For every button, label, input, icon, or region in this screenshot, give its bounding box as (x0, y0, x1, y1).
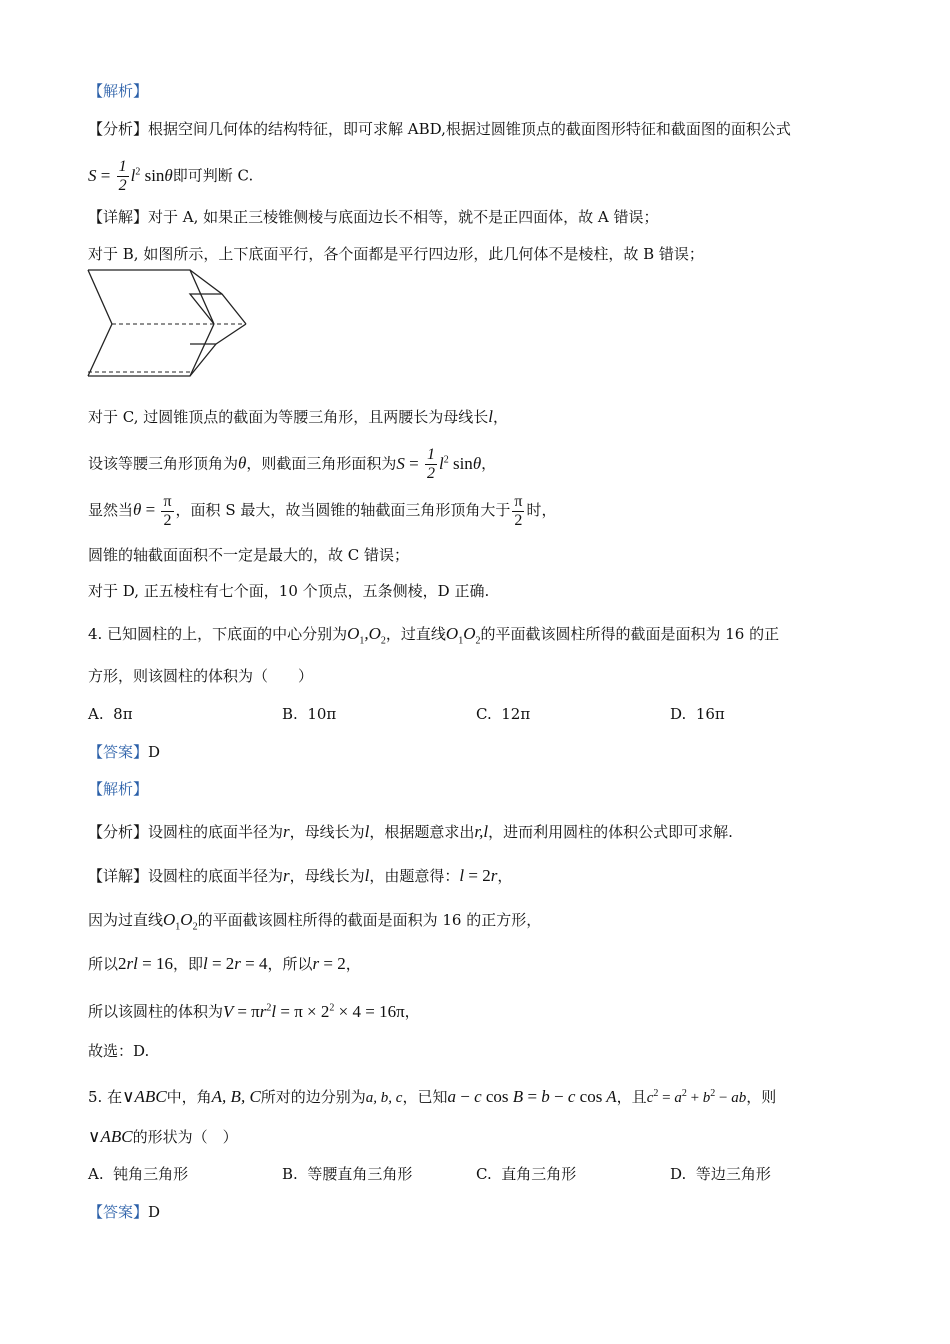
q5-option-c[interactable]: C. 直角三角形 (476, 1165, 577, 1183)
figure-edge (88, 270, 246, 324)
section-jiexi-label: 【解析】 (88, 82, 149, 100)
q5-answer-line: 【答案】D (88, 1203, 161, 1221)
analysis-text: 根据空间几何体的结构特征，即可求解 ABD,根据过圆锥顶点的截面图形特征和截面图的面积公式 (148, 120, 791, 138)
q5-stem-line2: ∨ABC的形状为（ ） (88, 1127, 238, 1146)
detail-line-c4: 圆锥的轴截面面积不一定是最大的，故 C 错误； (88, 546, 410, 564)
q5-option-a[interactable]: A. 钝角三角形 (88, 1165, 189, 1183)
prism-figure (86, 268, 250, 394)
q4-detail-line2: 因为过直线$O_1O_2$的平面截该圆柱所得的截面是面积为 16 的正方形， (88, 910, 542, 933)
analysis-line (88, 117, 890, 141)
q5-option-d[interactable]: D. 等边三角形 (670, 1165, 771, 1183)
q4-detail-line3: 所以2rl = 16，即l = 2r = 4，所以r = 2， (88, 954, 361, 973)
detail-line-d: 对于 D, 正五棱柱有七个面，10 个顶点，五条侧棱，D 正确. (88, 582, 490, 600)
analysis-tag: 【分析】 (88, 120, 149, 138)
q4-stem-line1: 4. 已知圆柱的上，下底面的中心分别为$O_1,O_2$，过直线$O_1O_2$的平面截该圆柱所得的截面是面积为 16 的正 (88, 624, 780, 647)
detail-line-c3: 显然当θ = $\frac{\pi}{2}$ ，面积 S 最大，故当圆锥的轴截面三角形顶角大于 $\frac{\pi}{2}$ 时， (88, 492, 557, 529)
q4-option-a[interactable]: A. 8π (88, 705, 133, 723)
detail-line-c1: 对于 C, 过圆锥顶点的截面为等腰三角形，且两腰长为母线长l， (88, 407, 508, 426)
q4-analysis-line: 【分析】设圆柱的底面半径为r，母线长为l，根据题意求出r,l，进而利用圆柱的体积公式即可求解. (88, 822, 733, 841)
q4-detail-line1: 【详解】设圆柱的底面半径为r，母线长为l，由题意得：l = 2r， (88, 866, 513, 885)
detail-tag: 【详解】 (88, 208, 149, 226)
formula-suffix: 即可判断 C. (172, 166, 254, 185)
detail-line-a: 【详解】对于 A, 如果正三棱锥侧棱与底面边长不相等，就不是正四面体，故 A 错误； (88, 208, 659, 226)
area-formula-line (88, 150, 890, 198)
q5-option-b[interactable]: B. 等腰直角三角形 (282, 1165, 413, 1183)
q4-detail-line4: 所以该圆柱的体积为$V = \pi r^2l = \pi \times 2^2 \times 4 = 16\pi$， (88, 1001, 420, 1021)
area-formula: S = $\frac{1}{2}$ $l^2$ sinθ (88, 158, 173, 195)
q4-option-c[interactable]: C. 12π (476, 705, 531, 723)
q4-choose-line: 故选：D. (88, 1042, 150, 1060)
q4-jiexi-label: 【解析】 (88, 780, 149, 798)
q4-option-b[interactable]: B. 10π (282, 705, 337, 723)
q4-stem-line2: 方形，则该圆柱的体积为（ ） (88, 667, 314, 685)
detail-line-c2: 设该等腰三角形顶角为θ，则截面三角形面积为S = $\frac{1}{2}$ $l^2$ sinθ， (88, 446, 497, 483)
q4-answer-line: 【答案】D (88, 743, 161, 761)
q4-option-d[interactable]: D. 16π (670, 705, 725, 723)
detail-line-b: 对于 B, 如图所示，上下底面平行，各个面都是平行四边形，此几何体不是棱柱，故 B 错误； (88, 245, 704, 263)
q5-stem-line1: 5. 在∨ABC中，角A, B, C所对的边分别为a, b, c，已知a − c cos B = b − c cos A，且$c^2 = a^2 + b^2$ − ab，则 (88, 1087, 777, 1106)
